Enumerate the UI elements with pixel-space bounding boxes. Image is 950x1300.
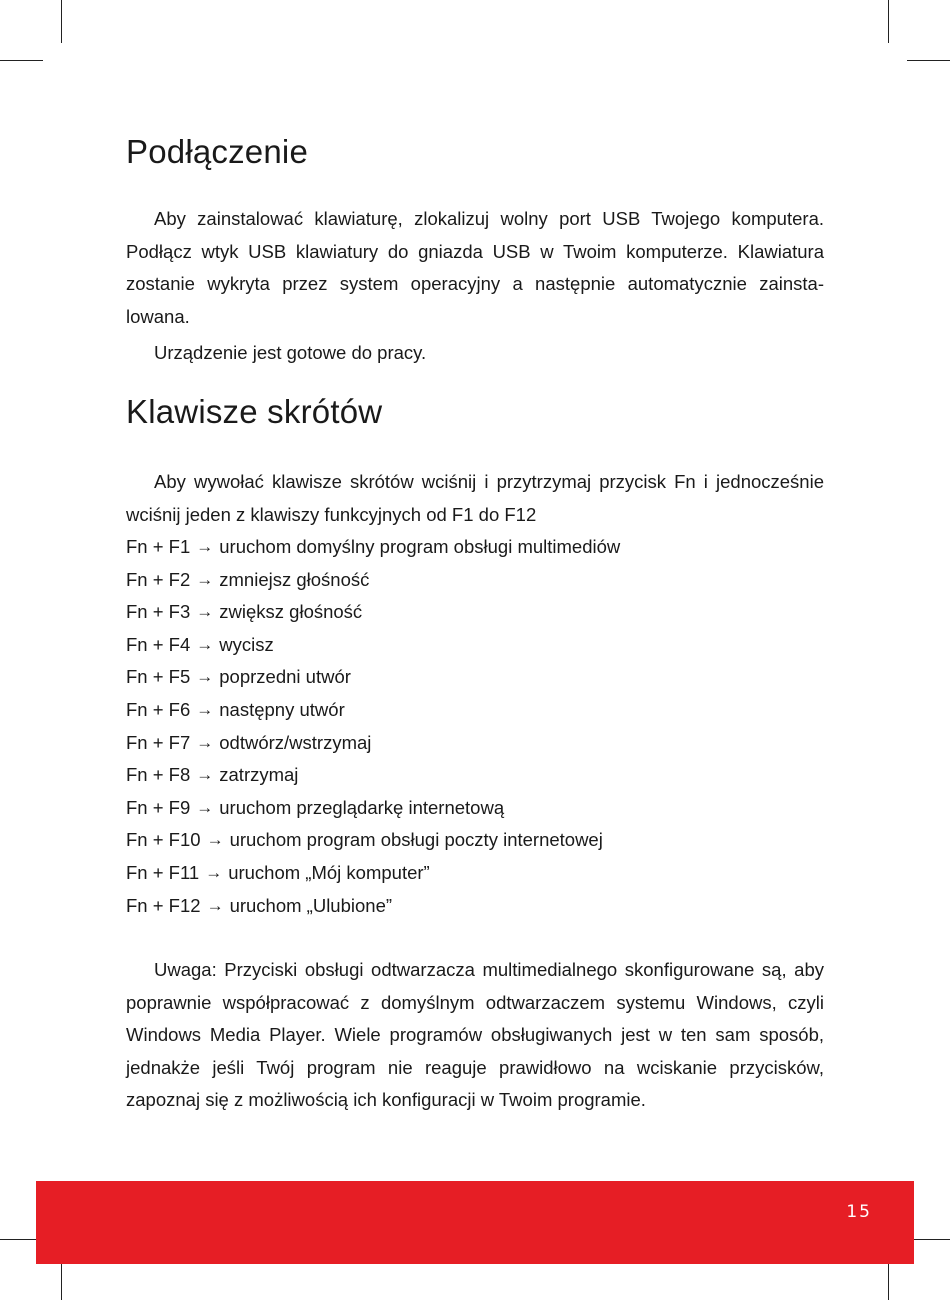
arrow-right-icon: → [205, 862, 223, 882]
shortcut-item [126, 629, 620, 662]
arrow-right-icon: → [196, 634, 214, 654]
crop-mark-top-right-v [888, 0, 889, 43]
shortcut-keys: Fn + F8 [126, 764, 191, 786]
shortcut-action: zwiększ głośność [219, 601, 363, 623]
shortcut-item [126, 564, 620, 597]
shortcut-keys: Fn + F9 [126, 796, 191, 818]
shortcut-item [126, 890, 620, 923]
crop-mark-top-left-h [0, 60, 43, 61]
arrow-right-icon: → [196, 569, 214, 589]
shortcut-item [126, 759, 620, 792]
shortcut-action: uruchom „Ulubione” [229, 894, 393, 916]
connection-paragraph: Aby zainstalować klawiaturę, zlokalizuj wolny port USB Twojego komputera. Podłącz wtyk USB klawiatury do gniazda USB w Twoim komputerze. Klawiatura zostanie wykryta przez system operacyjny a następnie automatycznie zainstalowana. [126, 208, 824, 327]
shortcut-keys: Fn + F12 [126, 894, 201, 916]
shortcut-item [126, 531, 620, 564]
arrow-right-icon: → [196, 699, 214, 719]
section-title-connection: Podłączenie [126, 133, 308, 170]
arrow-right-icon: → [196, 797, 214, 817]
section-title-shortcuts: Klawisze skrótów [126, 393, 383, 430]
shortcut-action: poprzedni utwór [219, 666, 351, 688]
crop-mark-top-right-h [907, 60, 950, 61]
shortcut-action: odtwórz/wstrzymaj [219, 731, 372, 753]
shortcut-item [126, 824, 620, 857]
shortcut-action: uruchom przeglądarkę internetową [219, 796, 505, 818]
arrow-right-icon: → [206, 830, 224, 850]
shortcut-item [126, 694, 620, 727]
shortcut-keys: Fn + F7 [126, 731, 191, 753]
shortcut-item [126, 661, 620, 694]
shortcut-keys: Fn + F3 [126, 601, 191, 623]
arrow-right-icon: → [196, 602, 214, 622]
arrow-right-icon: → [196, 765, 214, 785]
arrow-right-icon: → [196, 667, 214, 687]
shortcut-keys: Fn + F10 [126, 829, 201, 851]
shortcut-keys: Fn + F11 [126, 861, 200, 883]
shortcut-keys: Fn + F4 [126, 633, 191, 655]
shortcut-item [126, 727, 620, 760]
shortcut-action: wycisz [219, 633, 274, 655]
arrow-right-icon: → [196, 537, 214, 556]
shortcut-keys: Fn + F6 [126, 698, 191, 720]
crop-mark-top-left-v [61, 0, 62, 43]
page-number: 15 [846, 1202, 872, 1222]
shortcut-keys: Fn + F1 [126, 536, 191, 557]
shortcut-keys: Fn + F2 [126, 568, 191, 590]
shortcuts-intro: Aby wywołać klawisze skrótów wciśnij i przytrzymaj przycisk Fn i jednocześnie wciśnij jeden z klawiszy funkcyjnych od F1 do F12 [126, 471, 824, 525]
shortcut-action: zatrzymaj [219, 764, 299, 786]
shortcut-item [126, 857, 620, 890]
note-paragraph: Uwaga: Przyciski obsługi odtwarzacza multimedialnego skonfigurowane są, aby poprawnie współpracować z domyślnym odtwarzaczem systemu Windows, czyli Windows Media Player. Wiele programów obsługiwanych jest w ten sam sposób, jednakże jeśli Twój program nie reaguje prawidłowo na wciskanie przycisków, zapoznaj się z możliwością ich konfiguracji w Twoim programie. [126, 959, 824, 1111]
arrow-right-icon: → [196, 732, 214, 752]
shortcut-item [126, 792, 620, 825]
shortcut-action: zmniejsz głośność [219, 568, 370, 590]
shortcut-action: uruchom „Mój komputer” [228, 861, 430, 883]
arrow-right-icon: → [206, 895, 224, 915]
shortcut-action: uruchom program obsługi poczty internetowej [229, 829, 603, 851]
shortcut-item [126, 596, 620, 629]
ready-paragraph: Urządzenie jest gotowe do pracy. [154, 342, 427, 363]
shortcut-keys: Fn + F5 [126, 666, 191, 688]
footer-bar [36, 1181, 914, 1264]
shortcut-action: następny utwór [219, 698, 345, 720]
shortcut-action: uruchom domyślny program obsługi multimediów [219, 536, 621, 557]
shortcut-list [126, 531, 620, 922]
